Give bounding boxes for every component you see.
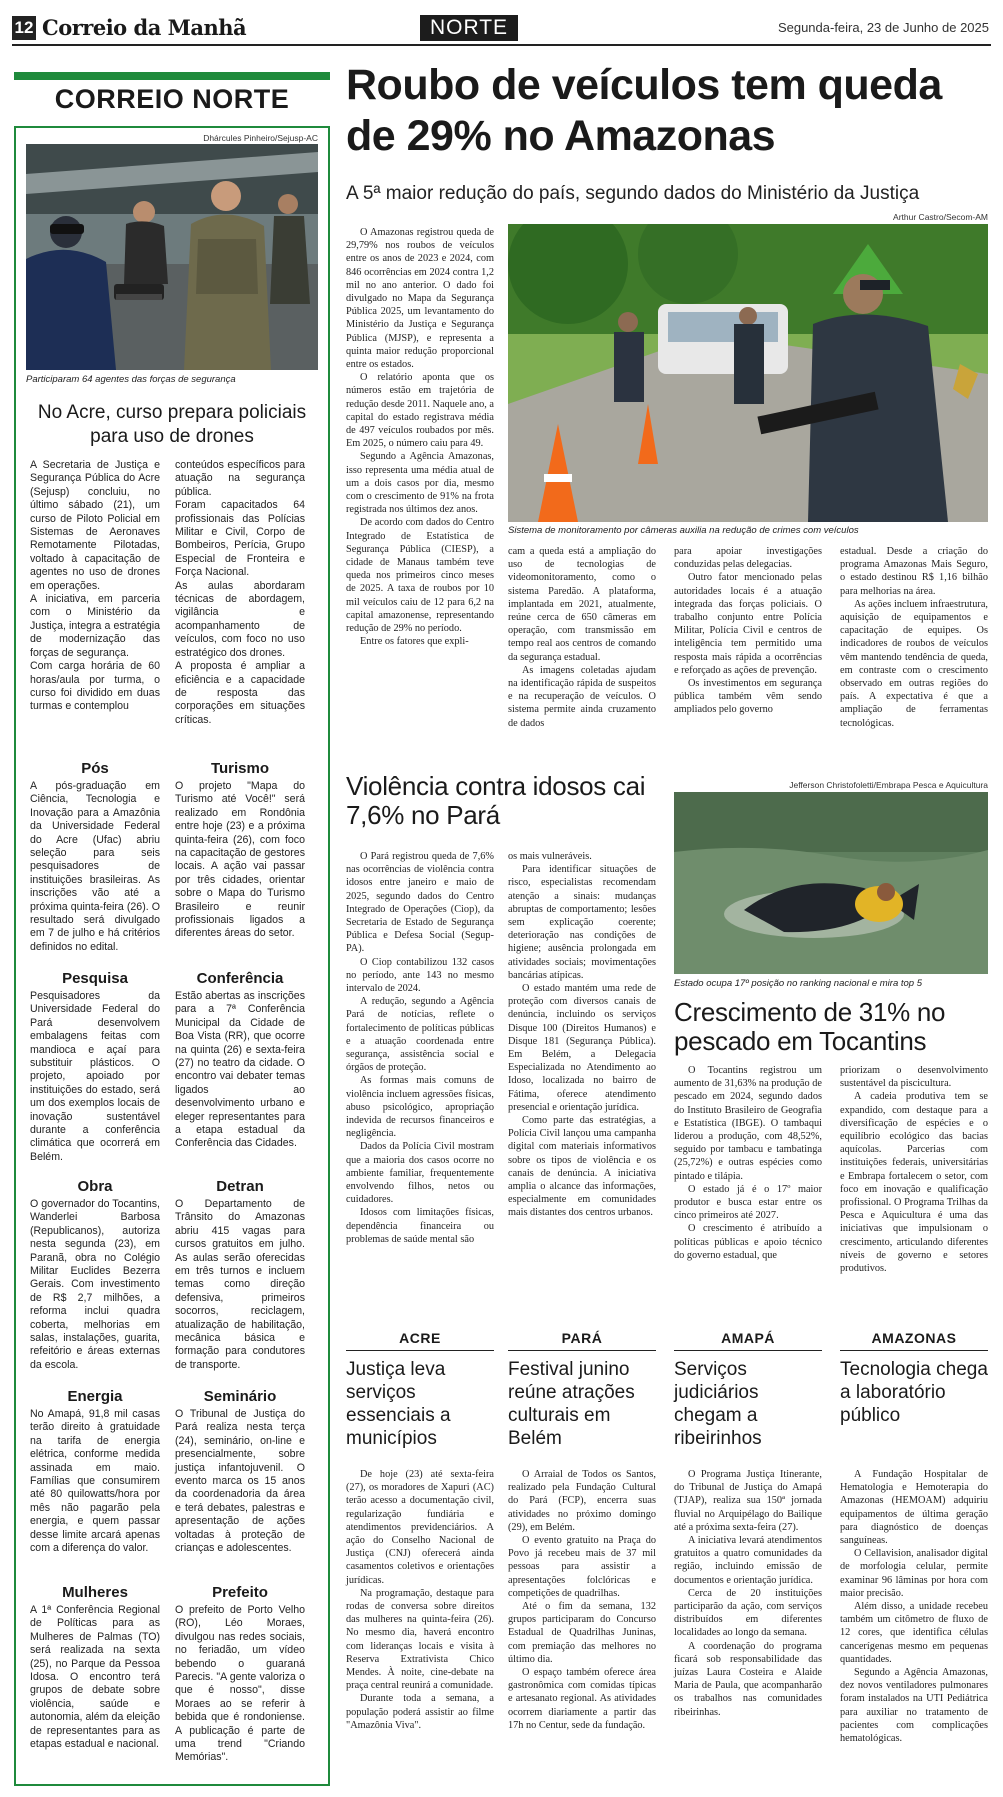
paragraph: Até o fim da semana, 132 grupos participaram do Concurso Estadual de Quadrilhas Juninas, com premiação das melhores no último dia. — [508, 1601, 656, 1665]
brief-title: Detran — [216, 1178, 264, 1195]
paragraph: O relatório aponta que os números estão em trajetória de redução desde 2011. Naquele ano, a capital do estado registrava média de 497 veículos roubados por mês. Em 2025, o número caiu para 49. — [346, 372, 495, 450]
sidebar-story-col2 — [175, 459, 305, 727]
page-number: 12 — [12, 16, 36, 40]
brief-headline: Festival junino reúne atrações culturais em Belém — [508, 1359, 635, 1449]
sidebar-title: CORREIO NORTE — [54, 84, 290, 114]
drone-course-photo — [26, 144, 318, 370]
main-story-col3 — [674, 545, 822, 717]
brief-story-amazonas — [840, 1468, 988, 1745]
paragraph: A coordenação do programa ficará sob responsabilidade das juízas Laura Costeira e Alaide Maria de Paula, que acompanharão os trabalhos nas comunidades ribeirinhas. — [674, 1640, 822, 1718]
paragraph: Foram capacitados 64 profissionais das Polícias Militar e Civil, Corpo de Bombeiros, Perícia, Grupo Especial de Fronteira e Força Nacional. — [175, 499, 305, 579]
paragraph: O Cellavision, analisador digital de morfologia celular, permite examinar 96 lâminas por hora com maior precisão. — [840, 1548, 988, 1599]
brief-title: Mulheres — [62, 1584, 128, 1601]
brief-title: Conferência — [196, 970, 284, 987]
paragraph: Com carga horária de 60 horas/aula por turma, o curso foi dividido em duas turmas e contemplou — [30, 660, 160, 713]
sidebar-photo-credit: Dhárcules Pinheiro/Sejusp-AC — [203, 133, 318, 143]
issue-date: Segunda-feira, 23 de Junho de 2025 — [777, 20, 989, 35]
brief-text: A pós-graduação em Ciência, Tecnologia e Inovação para a Amazônia da Universidade Federal do Acre (Ufac) abriu seleção para seis pesquisadores de instituições brasileiras. As inscrições vão até a próxima quinta-feira (26). O resultado será divulgado em 7 de julho e há critérios definidos no edital. — [30, 780, 160, 953]
brief-text: O governador do Tocantins, Wanderlei Barbosa (Republicanos), autoriza nesta segunda (23), em Paranã, obra no Colégio Militar Euclides Bezerra Gerais. Com investimento de R$ 2,7 milhões, a reforma inclui quadra coberta, melhorias em salas, instalações, guarita, refeitório e áreas externas da escola. — [30, 1198, 160, 1371]
brief-text: A 1ª Conferência Regional de Políticas para as Mulheres de Palmas (TO) será realizada na sexta (25), no Parque da Pessoa Idosa. O encontro terá grupos de debate sobre violência, saúde e autonomia, além da eleição de representantes para as etapas estadual e nacional. — [30, 1604, 160, 1751]
brief-story-amapa — [674, 1468, 822, 1719]
masthead: Correio da Manhã — [42, 15, 247, 40]
brief-text: Estão abertas as inscrições para a 7ª Conferência Municipal da Cidade de Boa Vista (RR), que ocorre na quinta (26) e sexta-feira (27) no teatro da cidade. O encontro vai debater temas ligados ao desenvolvimento urbano e eleger representantes para a etapa estadual da Conferência das Cidades. — [175, 990, 305, 1150]
paragraph: cam a queda está a ampliação do uso de tecnologias de videomonitoramento, como o sistema Paredão. A plataforma, implantada em 2021, atualmente, reúne cerca de 650 câmeras em operação, com transmissão em tempo real aos centros de comando da segurança estadual. — [508, 546, 656, 663]
paragraph: os mais vulneráveis. — [508, 851, 592, 862]
paragraph: estadual. Desde a criação do programa Amazonas Mais Seguro, o estado destinou R$ 1,16 bilhão para melhorias na área. — [840, 546, 988, 597]
brief-text: Pesquisadores da Universidade Federal do Pará desenvolvem embalagens feitas com mandioca e açaí para substituir plásticos. O projeto, apoiado por instituições do estado, será um dos exemplos locais de inovação sustentável durante a conferência climática que ocorrerá em Belém. — [30, 990, 160, 1163]
brief-text: O Tribunal de Justiça do Pará realiza nesta terça (24), seminário, on-line e presencialmente, sobre justiça infantojuvenil. O evento marca os 15 anos da coordenadoria da área e terá debates, palestras e apresentação de ações voltadas à proteção de crianças e adolescentes. — [175, 1408, 305, 1555]
region-label-amapa: AMAPÁ — [674, 1330, 822, 1351]
brief-headline: Serviços judiciários chegam a ribeirinhos — [674, 1359, 762, 1449]
main-headline: Roubo de veículos tem queda de 29% no Amazonas — [346, 61, 942, 160]
sidebar-headline: No Acre, curso prepara policiais para uso de drones — [37, 402, 307, 447]
paragraph: A cadeia produtiva tem se expandido, com destaque para a diversificação de espécies e o equilíbrio ecológico das bacias aquícolas. Parcerias com instituições federais, universitárias e Embrapa fortalecem o setor, com foco em inovação e qualificação profissional. O Programa Trilhas da Pesca e Aquicultura é uma das iniciativas que impulsionam o crescimento, articulando diferentes níveis de governo e setores produtivos. — [840, 1091, 988, 1275]
paragraph: A iniciativa, em parceria com o Ministério da Justiça, integra a estratégia de modernização das forças de segurança. — [30, 593, 160, 659]
paragraph: De hoje (23) até sexta-feira (27), os moradores de Xapuri (AC) terão acesso a documentação civil, regularização fundiária e atendimentos previdenciários. A ação do Conselho Nacional de Justiça (CNJ) oferecerá ainda casamentos coletivos e orientações jurídicas. — [346, 1469, 494, 1586]
brief-story-para — [508, 1468, 656, 1732]
police-checkpoint-photo — [508, 224, 988, 522]
paragraph: Durante toda a semana, a população poderá assistir ao filme "Amazônia Viva". — [346, 1693, 494, 1731]
sidebar-photo-caption: Participaram 64 agentes das forças de segurança — [26, 374, 236, 385]
paragraph: Para identificar situações de risco, especialistas recomendam atenção a sinais: mudanças abruptas de comportamento; lesões sem explicação coerente; deterioração nas condições de higiene; ausência prolongada em atividades sociais; movimentações bancárias atípicas. — [508, 864, 656, 981]
paragraph: Como parte das estratégias, a Polícia Civil lançou uma campanha digital com materiais informativos sobre os tipos de violência e os canais de denúncia. A iniciativa amplia o alcance das informações, especialmente em comunidades mais distantes dos centros urbanos. — [508, 1115, 656, 1219]
brief-title: Energia — [67, 1388, 123, 1405]
paragraph: O estado já é o 17º maior produtor e busca estar entre os cinco primeiros até 2027. — [674, 1183, 822, 1222]
paragraph: A iniciativa levará atendimentos gratuitos a quatro comunidades da região, incluindo emissão de documentos e orientação jurídica. — [674, 1535, 822, 1586]
paragraph: O evento gratuito na Praça do Povo já recebeu mais de 37 mil pessoas para assistir a apresentações folclóricas e competições de quadrilhas. — [508, 1535, 656, 1599]
region-label-amazonas: AMAZONAS — [840, 1330, 988, 1351]
brief-title: Obra — [77, 1178, 113, 1195]
tocantins-story-col1 — [674, 1064, 822, 1262]
brief-title: Pós — [81, 760, 109, 777]
brief-headline: Justiça leva serviços essenciais a municípios — [346, 1359, 451, 1449]
para-story-col2 — [508, 850, 656, 1220]
paragraph: conteúdos específicos para atuação na segurança pública. — [175, 459, 305, 498]
brief-story-acre — [346, 1468, 494, 1732]
paragraph: Segundo a Agência Amazonas, isso representa uma média atual de um a dois casos por dia, mesmo com o crescimento de 91% na frota registrada nos últimos dez anos. — [346, 451, 494, 516]
main-story-col1 — [346, 226, 494, 649]
brief-title: Turismo — [210, 760, 270, 777]
main-photo-credit: Arthur Castro/Secom-AM — [893, 212, 988, 222]
tocantins-headline: Crescimento de 31% no pescado em Tocantins — [674, 997, 946, 1056]
tocantins-photo-credit: Jefferson Christofoletti/Embrapa Pesca e Aquicultura — [789, 780, 988, 790]
paragraph: Os investimentos em segurança pública também vêm sendo ampliados pelo governo — [674, 678, 822, 716]
sidebar-story-col1 — [30, 459, 160, 714]
paragraph: O Ciop contabilizou 132 casos no período, ante 143 no mesmo intervalo de 2024. — [346, 956, 494, 995]
brief-text: O projeto "Mapa do Turismo até Você!" será realizado em Rondônia entre hoje (23) e a próxima quinta-feira (26), com foco na capacitação de gestores locais. A ação vai passar por três cidades, orientar sobre o Mapa do Turismo Brasileiro e reunir profissionais ligados a diferentes áreas do setor. — [175, 780, 305, 940]
brief-title: Pesquisa — [62, 970, 128, 987]
paragraph: O crescimento é atribuído a políticas públicas e apoio técnico do governo estadual, que — [674, 1223, 822, 1261]
para-headline: Violência contra idosos cai 7,6% no Pará — [346, 771, 646, 830]
paragraph: Idosos com limitações físicas, dependência financeira ou problemas de saúde mental são — [346, 1207, 494, 1245]
main-story-col4 — [840, 545, 988, 730]
paragraph: As formas mais comuns de violência incluem agressões físicas, abuso psicológico, apropriação indevida de recursos financeiros e negligência. — [346, 1075, 494, 1140]
paragraph: Entre os fatores que expli- — [360, 636, 469, 648]
paragraph: Na programação, destaque para rodas de conversa sobre direitos das mulheres na quinta-feira (26). No mesmo dia, haverá encontro com lideranças locais e visita à Reserva Extrativista Chico Mendes. À noite, cine-debate na praça central reunirá a comunidade. — [346, 1587, 494, 1692]
paragraph: O Arraial de Todos os Santos, realizado pela Fundação Cultural do Pará (FCP), encerra suas atividades no próximo domingo (29), em Belém. — [508, 1469, 656, 1533]
paragraph: A redução, segundo a Agência Pará de notícias, reflete o fortalecimento de políticas públicas e a atuação coordenada entre segurança, assistência social e órgãos de proteção. — [346, 996, 494, 1074]
paragraph: A proposta é ampliar a eficiência e a capacidade de resposta das corporações em situações críticas. — [175, 660, 305, 726]
paragraph: Dados da Polícia Civil mostram que a maioria dos casos ocorre no ambiente familiar, frequentemente envolvendo filhos, netos ou cuidadores. — [346, 1141, 494, 1206]
fish-photo — [674, 792, 988, 974]
region-label-acre: ACRE — [346, 1330, 494, 1351]
paragraph: Segundo a Agência Amazonas, dez novos ventiladores pulmonares foram instalados na UTI Pediátrica para auxiliar no tratamento de pacientes com complicações hematológicas. — [840, 1667, 988, 1745]
brief-text: No Amapá, 91,8 mil casas terão direito à gratuidade na tarifa de energia elétrica, conforme medida assinada em maio. Famílias que consumirem até 80 quilowatts/hora por mês não pagarão pela energia, e quem passar desse limite arcará apenas com a diferença do valor. — [30, 1408, 160, 1555]
main-story-col2 — [508, 545, 656, 730]
region-label-para: PARÁ — [508, 1330, 656, 1351]
main-photo-caption: Sistema de monitoramento por câmeras auxilia na redução de crimes com veículos — [508, 525, 859, 536]
paragraph: As aulas abordaram técnicas de abordagem, vigilância e acompanhamento de veículos, com foco no uso estratégico dos drones. — [175, 579, 305, 659]
tocantins-photo-caption: Estado ocupa 17º posição no ranking nacional e mira top 5 — [674, 978, 922, 989]
paragraph: Além disso, a unidade recebeu também um citômetro de fluxo de 12 cores, que identifica células cancerígenas mesmo em pequenas quantidades. — [840, 1601, 988, 1665]
brief-text: O Departamento de Trânsito do Amazonas abriu 415 vagas para cursos gratuitos em julho. As aulas serão oferecidas em três turnos e incluem temas como direção defensiva, primeiros socorros, reciclagem, atualização de habilitação, mecânica básica e formação para condutores de transporte. — [175, 1198, 305, 1371]
paragraph: priorizam o desenvolvimento sustentável da piscicultura. — [840, 1065, 988, 1090]
paragraph: A Secretaria de Justiça e Segurança Pública do Acre (Sejusp) concluiu, no último sábado (21), um curso de Piloto Policial em Sistemas de Aeronaves Remotamente Pilotadas, voltado à capacitação de agentes no uso de drones em operações. — [30, 459, 160, 592]
brief-headline: Tecnologia chega a laboratório público — [840, 1359, 988, 1426]
tocantins-story-col2 — [840, 1064, 988, 1275]
paragraph: De acordo com dados do Centro Integrado de Estatística de Segurança Pública (CIESP), a cidade de Manaus também teve queda nos primeiros cinco meses de 2025. A taxa de roubos por 10 mil veículos caiu de 12 para 6,2 na capital amazonense, representando redução de 29% no período. — [346, 517, 494, 635]
para-story-col1 — [346, 850, 494, 1246]
paragraph: O estado mantém uma rede de proteção com diversos canais de denúncia, incluindo os serviços Disque 100 (Direitos Humanos) e Disque 181 (Segurança Pública). Em Belém, a Delegacia Especializada no Atendimento ao Idoso, localizada no bairro de Fátima, oferece atendimento presencial e orientação jurídica. — [508, 983, 656, 1113]
paragraph: para apoiar investigações conduzidas pelas delegacias. — [674, 546, 822, 571]
paragraph: Cerca de 20 instituições participarão da ação, com serviços distribuídos em diferentes localidades ao longo da semana. — [674, 1587, 822, 1639]
paragraph: O espaço também oferece área gastronômica com comidas típicas e artesanato regional. As atividades ocorrem diariamente a partir das 17h no Centur, sede da fundação. — [508, 1667, 656, 1731]
header-rule — [12, 44, 991, 46]
paragraph: As ações incluem infraestrutura, aquisição de equipamentos e capacitação de equipes. Os indicadores de roubos de veículos vêm mantendo tendência de queda, em contraste com o crescimento observado em outras regiões do país. A expectativa é que a ampliação de ferramentas tecnológicas. — [840, 598, 988, 729]
brief-text: O prefeito de Porto Velho (RO), Léo Moraes, divulgou nas redes sociais, no feriadão, um vídeo bebendo o guaraná Parecis. "A gente valoriza o que é nosso", disse Moraes ao se referir à bebida que é rondoniense. A publicação é parte de uma trend "Criando Memórias". — [175, 1604, 305, 1764]
paragraph: O Pará registrou queda de 7,6% nas ocorrências de violência contra idosos entre janeiro e maio de 2025, segundo dados do Centro Integrado de Operações (Ciop), da Secretaria de Estado de Segurança Pública e Defesa Social (Segup-PA). — [346, 851, 494, 955]
paragraph: O Amazonas registrou queda de 29,79% nos roubos de veículos entre os anos de 2023 e 2024, com 846 ocorrências em 2024 contra 1,2 mil no ano anterior. O dado foi divulgado no Mapa da Segurança Pública 2025, um levantamento do Ministério da Justiça e Segurança Pública (MJSP), e representa a quinta maior redução proporcional entre os estados. — [346, 227, 494, 371]
brief-title: Prefeito — [212, 1584, 268, 1601]
section-label: NORTE — [420, 15, 518, 41]
paragraph: O Tocantins registrou um aumento de 31,63% na produção de pescado em 2024, segundo dados do Instituto Brasileiro de Geografia e Estatística (IBGE). O tambaqui liderou a produção, com 48,52%, seguido por tambacu e tambatinga (25,72%) e outras espécies como pintado e tilápia. — [674, 1065, 822, 1182]
main-subhead: A 5ª maior redução do país, segundo dados do Ministério da Justiça — [346, 183, 920, 204]
brief-title: Seminário — [203, 1388, 277, 1405]
sidebar-accent-bar — [14, 72, 330, 80]
paragraph: O Programa Justiça Itinerante, do Tribunal de Justiça do Amapá (TJAP), realiza sua 150ª jornada fluvial no Arquipélago do Bailique até a próxima sexta-feira (27). — [674, 1469, 822, 1533]
paragraph: A Fundação Hospitalar de Hematologia e Hemoterapia do Amazonas (HEMOAM) adquiriu equipamentos de última geração para diagnóstico de doenças sanguíneas. — [840, 1469, 988, 1547]
paragraph: As imagens coletadas ajudam na identificação rápida de suspeitos e na recuperação de veículos. O sistema permite ainda cruzamento de dados — [508, 664, 656, 729]
paragraph: Outro fator mencionado pelas autoridades locais é a atuação integrada das forças policiais. O trabalho conjunto entre Polícia Militar, Polícia Civil e centros de inteligência tem permitido uma resposta mais rápida a ocorrências e reforçado as ações de prevenção. — [674, 572, 822, 676]
